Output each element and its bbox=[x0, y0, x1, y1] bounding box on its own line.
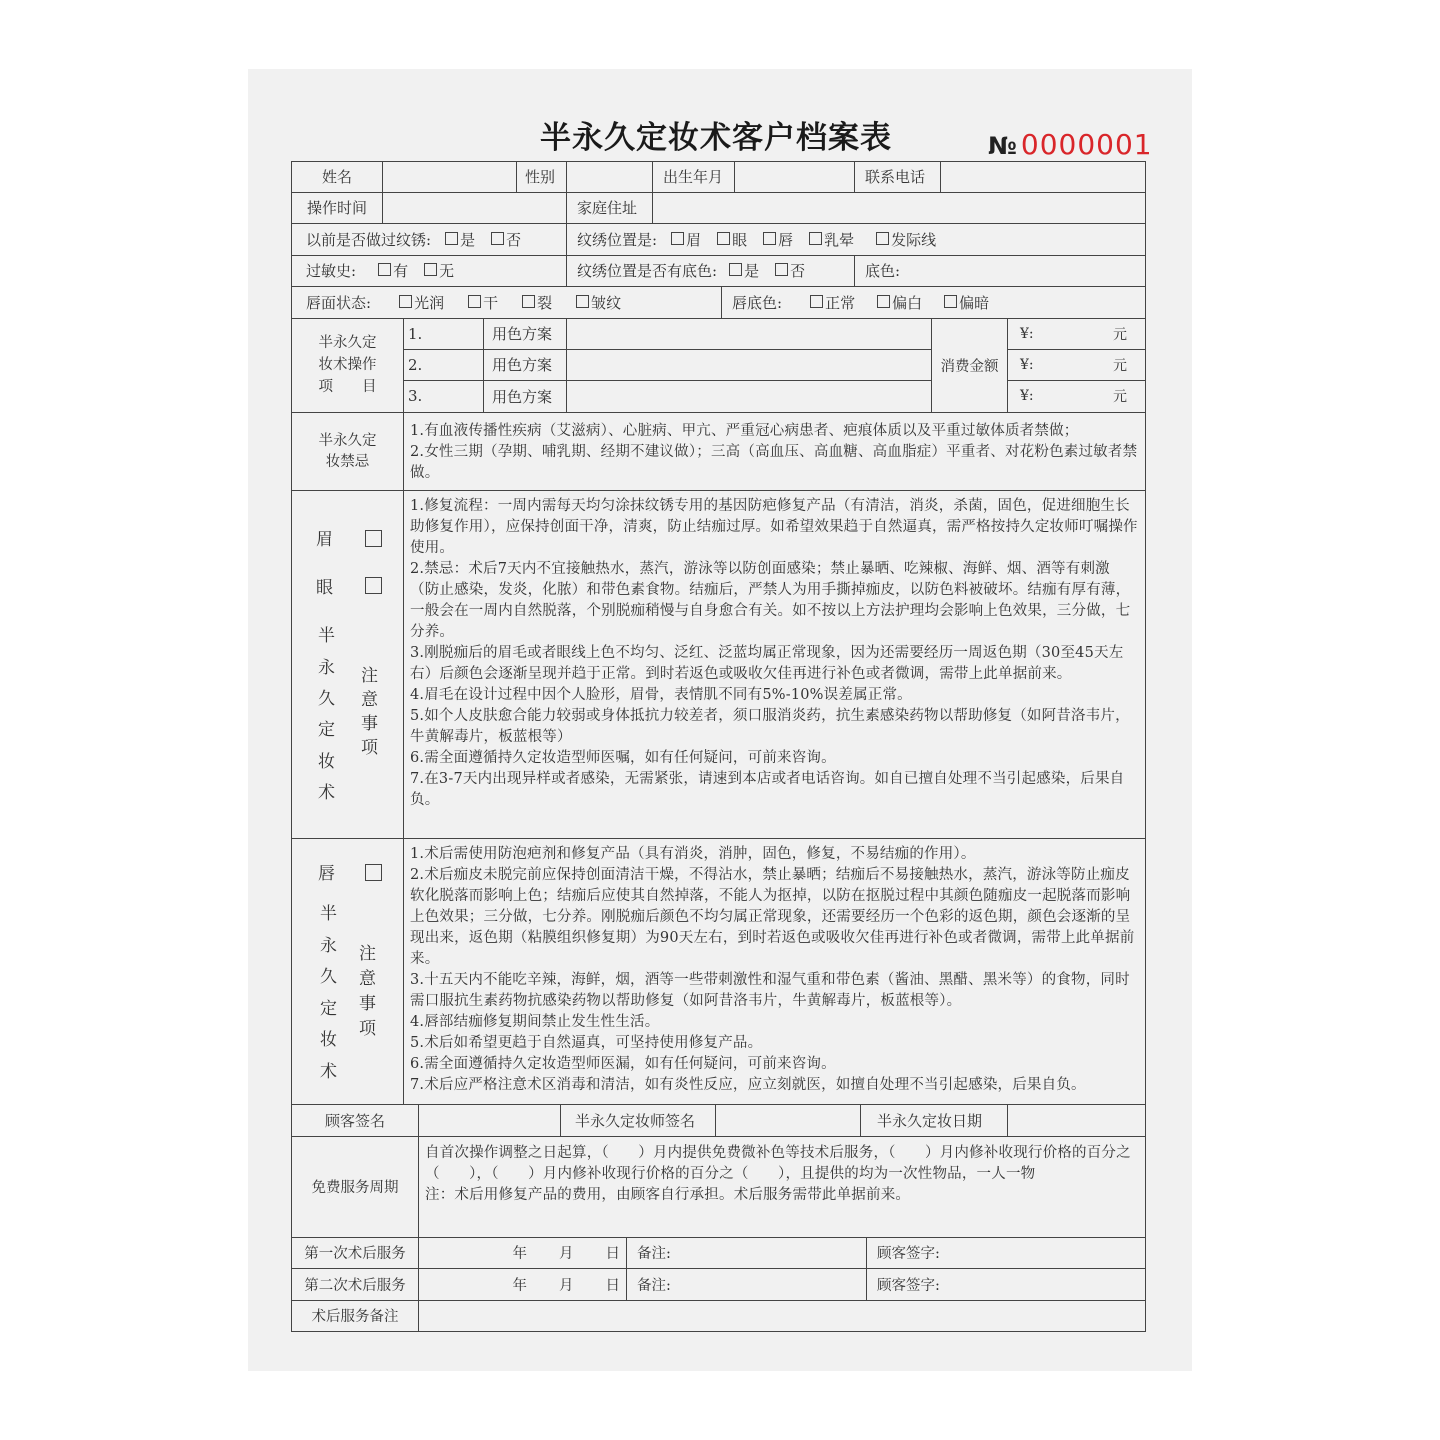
item-number: 1. bbox=[404, 319, 484, 349]
option-dry[interactable]: 干 bbox=[468, 292, 498, 313]
row-followup-1 bbox=[291, 1238, 1146, 1270]
item-row bbox=[404, 350, 931, 381]
label-artist-sign: 半永久定妆师签名 bbox=[561, 1105, 716, 1136]
serial-prefix: № bbox=[988, 132, 1017, 160]
option-yes[interactable]: 是 bbox=[445, 229, 475, 250]
row-taboo bbox=[291, 413, 1146, 491]
item-scheme-field[interactable] bbox=[567, 350, 931, 380]
followup-customer-sign[interactable]: 顾客签字: bbox=[877, 1246, 940, 1263]
label-lip-state: 唇面状态: bbox=[306, 293, 372, 312]
label-base-question: 纹绣位置是否有底色: bbox=[577, 262, 718, 281]
checkbox-icon[interactable] bbox=[445, 232, 458, 245]
label-op-time: 操作时间 bbox=[292, 193, 383, 224]
row-followup-2 bbox=[291, 1269, 1146, 1301]
field-gender[interactable] bbox=[567, 162, 653, 192]
option-wrinkle[interactable]: 皱纹 bbox=[576, 292, 621, 313]
amount-row[interactable]: ¥: 元 bbox=[1008, 319, 1145, 350]
amount-list bbox=[1008, 319, 1145, 413]
label-date: 半永久定妆日期 bbox=[861, 1105, 1008, 1136]
followup-note[interactable]: 备注: bbox=[627, 1238, 867, 1269]
label-eye: 眼 bbox=[316, 578, 333, 598]
lip-label: 唇 半 永 久 定 妆 术 注 意 事 项 bbox=[292, 839, 404, 1104]
brow-checkbox[interactable] bbox=[365, 530, 382, 547]
option-hairline[interactable]: 发际线 bbox=[876, 229, 936, 250]
checkbox-icon[interactable] bbox=[424, 263, 437, 276]
checkbox-icon[interactable] bbox=[810, 295, 823, 308]
item-scheme-field[interactable] bbox=[567, 319, 931, 349]
followup-date[interactable]: 年 月 日 bbox=[419, 1269, 627, 1300]
row-lip-notes bbox=[291, 839, 1146, 1105]
lip-state-cell bbox=[292, 287, 722, 318]
amount-row[interactable]: ¥: 元 bbox=[1008, 350, 1145, 381]
field-birth[interactable] bbox=[735, 162, 855, 192]
label-followup: 第二次术后服务 bbox=[292, 1269, 419, 1300]
lip-base-cell bbox=[722, 287, 1145, 318]
eye-checkbox[interactable] bbox=[365, 577, 382, 594]
option-eye[interactable]: 眼 bbox=[717, 229, 747, 250]
checkbox-icon[interactable] bbox=[809, 232, 822, 245]
taboo-label: 半永久定 妆禁忌 bbox=[292, 413, 404, 490]
label-customer-sign: 顾客签名 bbox=[292, 1105, 419, 1136]
checkbox-icon[interactable] bbox=[717, 232, 730, 245]
row-free-service bbox=[291, 1137, 1146, 1238]
row-remark bbox=[291, 1301, 1146, 1333]
option-dark[interactable]: 偏暗 bbox=[944, 292, 989, 313]
row-time-address bbox=[291, 193, 1146, 225]
label-base-color: 底色: bbox=[865, 262, 901, 281]
prev-tattoo-cell bbox=[292, 224, 567, 255]
option-base-yes[interactable]: 是 bbox=[729, 260, 759, 281]
checkbox-icon[interactable] bbox=[399, 295, 412, 308]
checkbox-icon[interactable] bbox=[775, 263, 788, 276]
label-phone: 联系电话 bbox=[855, 162, 941, 192]
lip-checkbox[interactable] bbox=[365, 864, 382, 881]
label-brow: 眉 bbox=[316, 530, 333, 550]
free-service-text: 自首次操作调整之日起算，（ ）月内提供免费微补色等技术后服务，（ ）月内修补收现行价格的百分之（ ），（ ）月内修补收现行价格的百分之（ ），且提供的均为一次性物品，一人一物 注：术后用修复产品的费用，由顾客自行承担。术后服务需带此单据前来。 bbox=[425, 1144, 1131, 1203]
serial-number bbox=[988, 128, 1153, 161]
lip-text: 1.术后需使用防泡疤剂和修复产品（具有消炎，消肿，固色，修复，不易结痂的作用）。 2.术后痂皮未脱完前应保持创面清洁干燥，不得沾水，禁止暴晒；结痂后不易接触热水，蒸汽，游泳等防止痂皮软化脱落而影响上色；结痂后应使其自然掉落，不能人为抠掉，以防在抠脱过程中其颜色随痂皮一起脱落而影响上色效果；三分做，七分养。刚脱痂后颜色不均匀属正常现象，还需要经历一个色彩的返色期，颜色会逐渐的呈现出来，返色期（粘膜组织修复期）为90天左右，到时若返色或吸收欠佳再进行补色或者微调，需带上此单据前来。 3.十五天内不能吃辛辣，海鲜，烟，酒等一些带刺激性和湿气重和带色素（酱油、黑醋、黑米等）的食物，同时需口服抗生素药物抗感染药物以帮助修复（如阿昔洛韦片，牛黄解毒片，板蓝根等）。 4.唇部结痂修复期间禁止发生性生活。 5.术后如希望更趋于自然逼真，可坚持使用修复产品。 6.需全面遵循持久定妆造型师医漏，如有任何疑问，可前来咨询。 7.术后应严格注意术区消毒和清洁，如有炎性反应，应立刻就医，如擅自处理不当引起感染，后果自负。 bbox=[410, 846, 1135, 1093]
option-smooth[interactable]: 光润 bbox=[399, 292, 444, 313]
item-row bbox=[404, 381, 931, 412]
field-remark[interactable] bbox=[419, 1301, 1145, 1332]
checkbox-icon[interactable] bbox=[877, 295, 890, 308]
followup-date[interactable]: 年 月 日 bbox=[419, 1238, 627, 1269]
field-phone[interactable] bbox=[941, 162, 1145, 192]
record-form bbox=[291, 161, 1146, 1332]
option-normal[interactable]: 正常 bbox=[810, 292, 855, 313]
label-remark: 术后服务备注 bbox=[292, 1301, 419, 1332]
field-date[interactable] bbox=[1008, 1105, 1145, 1136]
label-amount: 消费金额 bbox=[932, 319, 1008, 413]
position-cell bbox=[567, 224, 1145, 255]
amount-row[interactable]: ¥: 元 bbox=[1020, 388, 1127, 406]
option-areola[interactable]: 乳晕 bbox=[809, 229, 854, 250]
label-followup: 第一次术后服务 bbox=[292, 1238, 419, 1269]
item-scheme-label: 用色方案 bbox=[484, 350, 567, 380]
item-row bbox=[404, 319, 931, 350]
row-lip-state bbox=[291, 287, 1146, 319]
label-birth: 出生年月 bbox=[653, 162, 735, 192]
label-position: 纹绣位置是: bbox=[577, 230, 658, 249]
option-none[interactable]: 无 bbox=[424, 260, 454, 281]
option-pale[interactable]: 偏白 bbox=[877, 292, 922, 313]
followup-note[interactable]: 备注: bbox=[627, 1269, 867, 1300]
items-list bbox=[404, 319, 932, 413]
option-no[interactable]: 否 bbox=[491, 229, 521, 250]
serial-value: 0000001 bbox=[1020, 128, 1153, 161]
label-lip: 唇 bbox=[318, 864, 335, 884]
item-scheme-label: 用色方案 bbox=[484, 381, 567, 412]
label-prev-tattoo: 以前是否做过纹锈: bbox=[306, 230, 432, 249]
row-brow-eye-notes bbox=[291, 491, 1146, 839]
row-previous-tattoo bbox=[291, 224, 1146, 256]
option-has[interactable]: 有 bbox=[378, 260, 408, 281]
brow-eye-label: 眉 眼 半 永 久 定 妆 术 注 意 事 项 bbox=[292, 491, 404, 838]
label-allergy: 过敏史: bbox=[306, 262, 357, 281]
checkbox-icon[interactable] bbox=[729, 263, 742, 276]
allergy-cell bbox=[292, 256, 567, 287]
option-cracked[interactable]: 裂 bbox=[522, 292, 552, 313]
items-label: 半永久定 妆术操作 项 目 bbox=[292, 319, 404, 413]
field-op-time[interactable] bbox=[383, 193, 567, 224]
item-scheme-field[interactable] bbox=[567, 381, 931, 412]
row-items bbox=[291, 319, 1146, 414]
checkbox-icon[interactable] bbox=[944, 295, 957, 308]
checkbox-icon[interactable] bbox=[522, 295, 535, 308]
field-customer-sign[interactable] bbox=[419, 1105, 561, 1136]
page-title: 半永久定妆术客户档案表 bbox=[540, 120, 892, 156]
taboo-text: 1.有血液传播性疾病（艾滋病）、心脏病、甲亢、严重冠心病患者、疤痕体质以及平重过敏体质者禁做； 2.女性三期（孕期、哺乳期、经期不建议做）；三高（高血压、高血糖、高血脂症）平重者、对花粉色素过敏者禁做。 bbox=[410, 423, 1138, 481]
row-signatures bbox=[291, 1105, 1146, 1137]
label-name: 姓名 bbox=[292, 162, 383, 192]
field-artist-sign[interactable] bbox=[716, 1105, 861, 1136]
row-basic-info bbox=[291, 161, 1146, 193]
checkbox-icon[interactable] bbox=[576, 295, 589, 308]
label-address: 家庭住址 bbox=[567, 193, 653, 224]
item-number: 3. bbox=[404, 381, 484, 412]
row-allergy bbox=[291, 256, 1146, 288]
field-name[interactable] bbox=[383, 162, 517, 192]
checkbox-icon[interactable] bbox=[468, 295, 481, 308]
item-scheme-label: 用色方案 bbox=[484, 319, 567, 349]
label-gender: 性别 bbox=[517, 162, 567, 192]
checkbox-icon[interactable] bbox=[378, 263, 391, 276]
checkbox-icon[interactable] bbox=[763, 232, 776, 245]
base-question-cell bbox=[567, 256, 855, 287]
followup-customer-sign[interactable]: 顾客签字: bbox=[877, 1277, 940, 1294]
option-brow[interactable]: 眉 bbox=[671, 229, 701, 250]
option-base-no[interactable]: 否 bbox=[775, 260, 805, 281]
label-free-service: 免费服务周期 bbox=[292, 1137, 419, 1237]
checkbox-icon[interactable] bbox=[876, 232, 889, 245]
option-lip[interactable]: 唇 bbox=[763, 229, 793, 250]
item-number: 2. bbox=[404, 350, 484, 380]
checkbox-icon[interactable] bbox=[671, 232, 684, 245]
brow-eye-text: 1.修复流程：一周内需每天均匀涂抹纹锈专用的基因防疤修复产品（有清洁，消炎，杀菌，固色，促进细胞生长助修复作用），应保持创面干净，清爽，防止结痂过厚。如希望效果趋于自然逼真，需严格按持久定妆师叮嘱操作使用。 2.禁忌：术后7天内不宜接触热水，蒸汽，游泳等以防创面感染；禁止暴晒、吃辣椒、海鲜、烟、酒等有刺激（防止感染，发炎，化脓）和带色素食物。结痂后，严禁人为用手撕掉痂皮，以防色料被破坏。结痂有厚有薄，一般会在一周内自然脱落，个别脱痂稍慢与自身愈合有关。如不按以上方法护理均会影响上色效果，三分做，七分养。 3.刚脱痂后的眉毛或者眼线上色不均匀、泛红、泛蓝均属正常现象，因为还需要经历一周返色期（30至45天左右）后颜色会逐渐呈现并趋于正常。到时若返色或吸收欠佳再进行补色或者微调，需带上此单据前来。 4.眉毛在设计过程中因个人脸形，眉骨，表情肌不同有5%-10%误差属正常。 5.如个人皮肤愈合能力较弱或身体抵抗力较差者，须口服消炎药，抗生素感染药物以帮助修复（如阿昔洛韦片，牛黄解毒片，板蓝根等） 6.需全面遵循持久定妆造型师医嘱，如有任何疑问，可前来咨询。 7.在3-7天内出现异样或者感染，无需紧张，请速到本店或者电话咨询。如自已擅自处理不当引起感染，后果自负。 bbox=[410, 498, 1138, 808]
field-address[interactable] bbox=[653, 193, 1145, 224]
checkbox-icon[interactable] bbox=[491, 232, 504, 245]
label-lip-base: 唇底色: bbox=[732, 293, 783, 312]
